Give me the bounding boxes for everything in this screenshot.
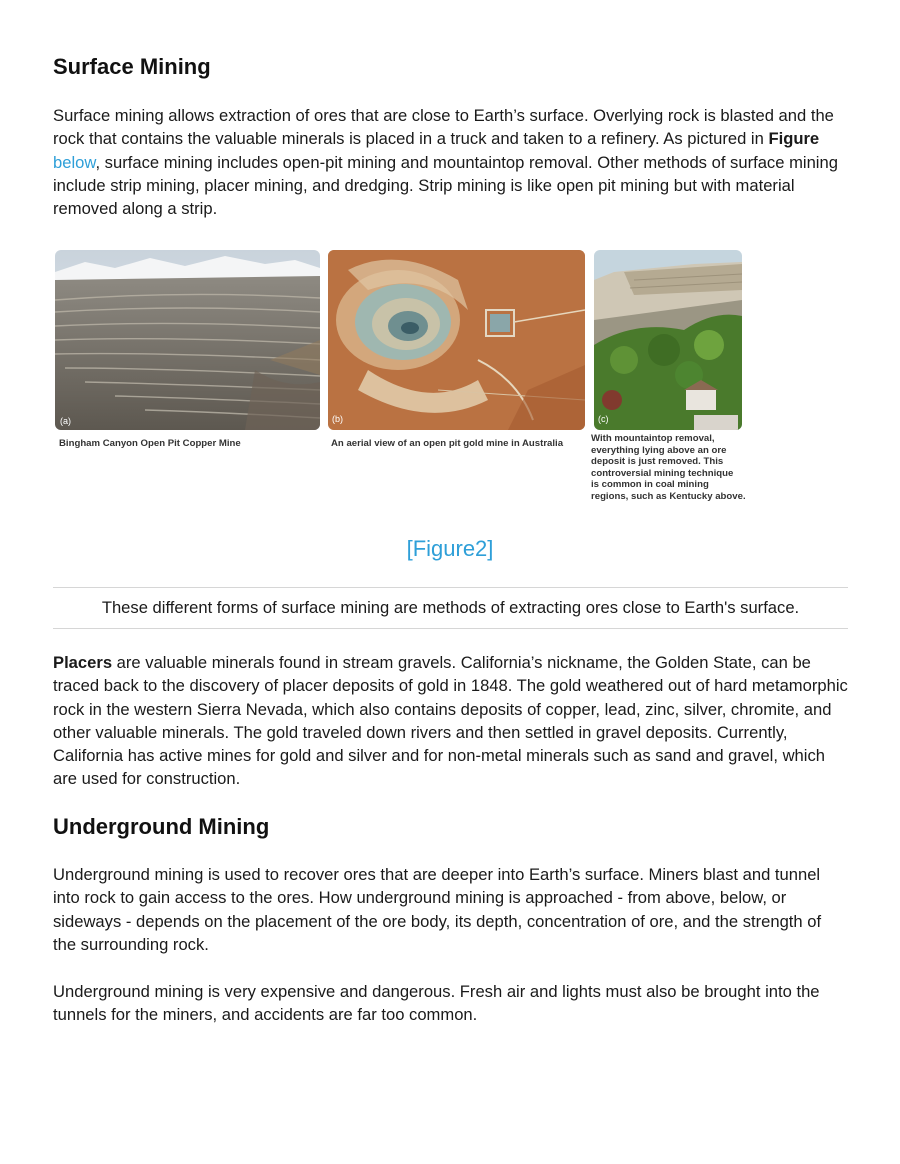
caption-panel-b: An aerial view of an open pit gold mine in Australia — [331, 438, 564, 449]
panel-c-label: (c) — [598, 414, 609, 424]
photo-aerial-gold-mine — [328, 250, 585, 430]
caption-panel-a: Bingham Canyon Open Pit Copper Mine — [59, 438, 241, 449]
caption-c-line: everything lying above an ore — [591, 444, 727, 456]
caption-c-line: regions, such as Kentucky above. — [591, 490, 746, 502]
paragraph-text-cont: , surface mining includes open-pit mining and mountaintop removal. Other methods of surface mining include strip mining, placer mining, and dredging. Strip mining is like open pit mining but with material removed along a strip. — [53, 152, 838, 219]
figure-reference-link[interactable]: [Figure2] — [406, 536, 494, 561]
paragraph-text: are valuable minerals found in stream gravels. California’s nickname, the Golden State, can be traced back to the discovery of placer deposits of gold in 1848. The gold weathered out of hard metamorphic rock in the western Sierra Nevada, which also contains deposits of copper, lead, zinc, silver, chromite, and other valuable minerals. The gold traveled down rivers and then settled in gravel deposits. Currently, California has active mines for gold and silver and for non-metal minerals such as sand and gravel, which are used for construction. — [53, 653, 848, 789]
caption-c-line: With mountaintop removal, — [591, 433, 715, 444]
figure-bold-word: Figure — [768, 129, 820, 149]
caption-c-line: deposit is just removed. This — [591, 456, 724, 467]
paragraph-underground-2: Underground mining is very expensive and dangerous. Fresh air and lights must also be brought into the tunnels for the miners, and accidents are far too common. — [53, 982, 820, 1025]
placers-bold-word: Placers — [53, 653, 113, 672]
paragraph-underground-1: Underground mining is used to recover ores that are deeper into Earth’s surface. Miners blast and tunnel into rock to gain access to the ores. How underground mining is approached - from above, below, or sideways - depends on the placement of the ore body, its depth, concentration of ore, and the strength of the surrounding rock. — [53, 865, 822, 954]
figure-below-link[interactable]: below — [53, 152, 96, 172]
photo-mountaintop-removal — [594, 250, 742, 430]
caption-c-line: is common in coal mining — [591, 479, 709, 490]
heading-underground-mining: Underground Mining — [53, 814, 270, 839]
paragraph-text: Surface mining allows extraction of ores that are close to Earth’s surface. Overlying rock is blasted and the rock that contains the valuable minerals is placed in a truck and taken to a refinery. As pictured in — [53, 106, 834, 149]
caption-c-line: controversial mining technique — [591, 467, 734, 479]
paragraph-surface-mining — [53, 104, 848, 220]
mining-figure — [55, 250, 755, 505]
panel-a-label: (a) — [60, 416, 71, 426]
panel-b-label: (b) — [332, 414, 343, 424]
heading-surface-mining: Surface Mining — [53, 54, 211, 79]
figure-caption: These different forms of surface mining are methods of extracting ores close to Earth's surface. — [53, 587, 848, 629]
caption-panel-c — [591, 433, 751, 502]
paragraph-placers — [53, 651, 848, 791]
photo-bingham-canyon — [55, 250, 320, 430]
